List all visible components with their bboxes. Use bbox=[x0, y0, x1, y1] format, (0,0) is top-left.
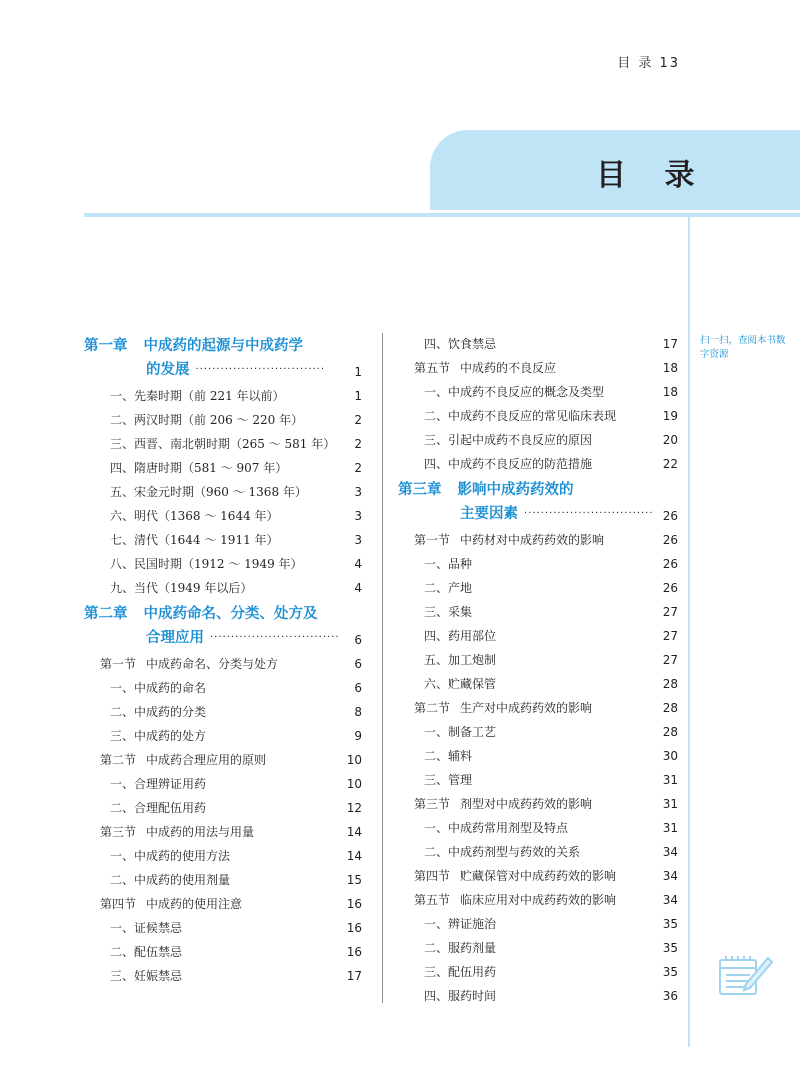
toc-item[interactable] bbox=[398, 816, 678, 840]
toc-item[interactable] bbox=[84, 916, 362, 940]
page-number: 10 bbox=[346, 753, 362, 767]
item-title: 一、先秦时期（前 221 年以前） bbox=[110, 389, 285, 403]
toc-item[interactable] bbox=[398, 452, 678, 476]
page-number: 34 bbox=[662, 845, 678, 859]
item-title: 二、合理配伍用药 bbox=[110, 801, 207, 815]
notebook-pencil-icon bbox=[716, 950, 774, 998]
page-number: 19 bbox=[662, 409, 678, 423]
page-number: 31 bbox=[662, 797, 678, 811]
toc-item[interactable] bbox=[84, 772, 362, 796]
page-number: 31 bbox=[662, 773, 678, 787]
page-number: 2 bbox=[354, 437, 362, 451]
section-number: 第一节 bbox=[100, 657, 137, 671]
page-number: 3 bbox=[354, 533, 362, 547]
toc-item[interactable] bbox=[398, 984, 678, 1008]
toc-item[interactable] bbox=[84, 868, 362, 892]
page-number: 18 bbox=[662, 385, 678, 399]
page-number: 28 bbox=[662, 701, 678, 715]
page-number: 18 bbox=[662, 361, 678, 375]
toc-item[interactable] bbox=[84, 480, 362, 504]
section-title bbox=[414, 528, 604, 552]
toc-item[interactable] bbox=[84, 456, 362, 480]
page-number: 10 bbox=[346, 777, 362, 791]
toc-item[interactable] bbox=[398, 624, 678, 648]
toc-item[interactable] bbox=[398, 576, 678, 600]
item-title: 六、明代（1368 ～ 1644 年） bbox=[110, 509, 279, 523]
page-number: 26 bbox=[662, 533, 678, 547]
item-title: 二、辅料 bbox=[424, 749, 473, 763]
page-number: 15 bbox=[346, 873, 362, 887]
item-title: 三、管理 bbox=[424, 773, 473, 787]
page-number: 16 bbox=[346, 921, 362, 935]
chapter-number: 第一章 bbox=[84, 338, 128, 354]
page-number: 27 bbox=[662, 653, 678, 667]
toc-section[interactable] bbox=[398, 356, 678, 380]
toc-section[interactable] bbox=[398, 528, 678, 552]
toc-item[interactable] bbox=[398, 600, 678, 624]
toc-section[interactable] bbox=[84, 748, 362, 772]
item-title: 四、饮食禁忌 bbox=[424, 337, 497, 351]
item-title: 四、中成药不良反应的防范措施 bbox=[424, 457, 593, 471]
page-number: 14 bbox=[346, 849, 362, 863]
page-number: 34 bbox=[662, 869, 678, 883]
section-title bbox=[100, 652, 278, 676]
item-title: 二、中成药剂型与药效的关系 bbox=[424, 845, 581, 859]
page-number: 26 bbox=[662, 557, 678, 571]
section-title-text: 中成药的使用注意 bbox=[146, 897, 243, 911]
item-title: 一、辨证施治 bbox=[424, 917, 497, 931]
toc-item[interactable] bbox=[398, 672, 678, 696]
page-number: 14 bbox=[346, 825, 362, 839]
page-number: 35 bbox=[662, 917, 678, 931]
leader-dots: ······························· bbox=[524, 508, 654, 519]
chapter-title-line1 bbox=[398, 478, 574, 502]
toc-item[interactable] bbox=[84, 384, 362, 408]
page-number: 17 bbox=[346, 969, 362, 983]
section-number: 第二节 bbox=[414, 701, 451, 715]
toc-item[interactable] bbox=[398, 380, 678, 404]
page-number: 12 bbox=[346, 801, 362, 815]
page-title: 目 录 bbox=[596, 158, 709, 193]
item-title: 四、服药时间 bbox=[424, 989, 497, 1003]
toc-item[interactable] bbox=[398, 744, 678, 768]
item-title: 八、民国时期（1912 ～ 1949 年） bbox=[110, 557, 303, 571]
section-number: 第四节 bbox=[100, 897, 137, 911]
chapter-title-line1 bbox=[84, 602, 318, 626]
toc-item[interactable] bbox=[84, 432, 362, 456]
toc-item[interactable] bbox=[84, 796, 362, 820]
toc-item[interactable] bbox=[398, 936, 678, 960]
toc-item[interactable] bbox=[398, 768, 678, 792]
section-title bbox=[100, 892, 242, 916]
toc-item[interactable] bbox=[398, 428, 678, 452]
item-title: 七、清代（1644 ～ 1911 年） bbox=[110, 533, 279, 547]
section-title bbox=[414, 356, 556, 380]
toc-section[interactable] bbox=[398, 696, 678, 720]
toc-item[interactable] bbox=[84, 844, 362, 868]
page-number: 6 bbox=[354, 657, 362, 671]
section-number: 第三节 bbox=[100, 825, 137, 839]
toc-item[interactable] bbox=[398, 552, 678, 576]
toc-item[interactable] bbox=[398, 912, 678, 936]
section-title-text: 中成药命名、分类与处方 bbox=[146, 657, 279, 671]
item-title: 一、中成药的命名 bbox=[110, 681, 207, 695]
page-number: 6 bbox=[354, 681, 362, 695]
toc-left-column bbox=[84, 332, 362, 988]
leader-dots: ······························· bbox=[195, 364, 326, 375]
item-title: 三、采集 bbox=[424, 605, 473, 619]
item-title: 一、中成药不良反应的概念及类型 bbox=[424, 385, 605, 399]
section-number: 第五节 bbox=[414, 361, 451, 375]
section-title-text: 贮藏保管对中成药药效的影响 bbox=[460, 869, 617, 883]
page-number: 6 bbox=[354, 633, 362, 647]
leader-dots: ······························· bbox=[210, 632, 340, 643]
toc-section[interactable] bbox=[398, 792, 678, 816]
section-title-text: 剂型对中成药药效的影响 bbox=[460, 797, 593, 811]
toc-right-column bbox=[398, 332, 678, 1008]
toc-item[interactable] bbox=[398, 720, 678, 744]
page-number: 8 bbox=[354, 705, 362, 719]
page-number: 34 bbox=[662, 893, 678, 907]
section-number: 第二节 bbox=[100, 753, 137, 767]
item-title: 二、两汉时期（前 206 ～ 220 年） bbox=[110, 413, 304, 427]
page-number: 31 bbox=[662, 821, 678, 835]
section-title bbox=[414, 792, 592, 816]
page-number: 2 bbox=[354, 413, 362, 427]
header-rule bbox=[84, 213, 800, 217]
item-title: 五、加工炮制 bbox=[424, 653, 497, 667]
page-number: 36 bbox=[662, 989, 678, 1003]
page-number: 1 bbox=[354, 389, 362, 403]
qr-side-note[interactable]: 扫一扫，查阅本书数字资源 bbox=[700, 335, 786, 360]
page-number: 22 bbox=[662, 457, 678, 471]
toc-item[interactable] bbox=[84, 576, 362, 600]
chapter-title-line2 bbox=[146, 358, 325, 382]
page-number: 27 bbox=[662, 605, 678, 619]
chapter-number: 第三章 bbox=[398, 482, 442, 498]
section-title bbox=[414, 888, 616, 912]
item-title: 三、配伍用药 bbox=[424, 965, 497, 979]
chapter-title-line2 bbox=[460, 502, 654, 526]
item-title: 三、西晋、南北朝时期（265 ～ 581 年） bbox=[110, 437, 336, 451]
page-number: 1 bbox=[354, 365, 362, 379]
page-number: 28 bbox=[662, 677, 678, 691]
item-title: 一、合理辨证用药 bbox=[110, 777, 207, 791]
toc-item[interactable] bbox=[84, 504, 362, 528]
section-number: 第四节 bbox=[414, 869, 451, 883]
page-number: 9 bbox=[354, 729, 362, 743]
item-title: 二、服药剂量 bbox=[424, 941, 497, 955]
toc-item[interactable] bbox=[84, 724, 362, 748]
chapter-title-text: 影响中成药药效的 bbox=[457, 482, 574, 498]
section-title bbox=[100, 820, 254, 844]
page-number: 20 bbox=[662, 433, 678, 447]
item-title: 一、中成药的使用方法 bbox=[110, 849, 231, 863]
item-title: 六、贮藏保管 bbox=[424, 677, 497, 691]
item-title: 一、中成药常用剂型及特点 bbox=[424, 821, 569, 835]
chapter-title-text: 中成药的起源与中成药学 bbox=[143, 338, 303, 354]
toc-section[interactable] bbox=[84, 820, 362, 844]
page-number: 35 bbox=[662, 965, 678, 979]
column-divider bbox=[382, 333, 383, 1003]
page-number: 26 bbox=[662, 581, 678, 595]
item-title: 二、中成药不良反应的常见临床表现 bbox=[424, 409, 617, 423]
toc-chapter[interactable] bbox=[84, 332, 362, 384]
section-title-text: 中药材对中成药药效的影响 bbox=[460, 533, 605, 547]
page-number: 27 bbox=[662, 629, 678, 643]
page-number: 4 bbox=[354, 581, 362, 595]
page-number: 16 bbox=[346, 897, 362, 911]
section-title-text: 中成药合理应用的原则 bbox=[146, 753, 267, 767]
item-title: 三、引起中成药不良反应的原因 bbox=[424, 433, 593, 447]
section-title bbox=[414, 696, 592, 720]
toc-section[interactable] bbox=[398, 888, 678, 912]
page-number: 4 bbox=[354, 557, 362, 571]
item-title: 九、当代（1949 年以后） bbox=[110, 581, 253, 595]
toc-section[interactable] bbox=[84, 892, 362, 916]
chapter-title-text: 中成药命名、分类、处方及 bbox=[143, 606, 318, 622]
item-title: 二、中成药的使用剂量 bbox=[110, 873, 231, 887]
margin-rule bbox=[688, 217, 690, 1047]
section-title-text: 中成药的不良反应 bbox=[460, 361, 557, 375]
toc-section[interactable] bbox=[84, 652, 362, 676]
section-title-text: 临床应用对中成药药效的影响 bbox=[460, 893, 617, 907]
chapter-title-text: 合理应用 bbox=[146, 630, 204, 646]
toc-section[interactable] bbox=[398, 864, 678, 888]
toc-item[interactable] bbox=[398, 332, 678, 356]
page-number: 3 bbox=[354, 509, 362, 523]
toc-item[interactable] bbox=[84, 676, 362, 700]
page-number: 2 bbox=[354, 461, 362, 475]
page-number: 30 bbox=[662, 749, 678, 763]
item-title: 一、证候禁忌 bbox=[110, 921, 183, 935]
section-number: 第五节 bbox=[414, 893, 451, 907]
item-title: 四、隋唐时期（581 ～ 907 年） bbox=[110, 461, 288, 475]
toc-item[interactable] bbox=[398, 404, 678, 428]
section-title-text: 中成药的用法与用量 bbox=[146, 825, 255, 839]
toc-chapter[interactable] bbox=[398, 476, 678, 528]
page-number: 26 bbox=[662, 509, 678, 523]
item-title: 三、妊娠禁忌 bbox=[110, 969, 183, 983]
page-number: 17 bbox=[662, 337, 678, 351]
toc-item[interactable] bbox=[84, 700, 362, 724]
item-title: 三、中成药的处方 bbox=[110, 729, 207, 743]
item-title: 二、产地 bbox=[424, 581, 473, 595]
item-title: 五、宋金元时期（960 ～ 1368 年） bbox=[110, 485, 307, 499]
chapter-title-line2 bbox=[146, 626, 340, 650]
item-title: 一、制备工艺 bbox=[424, 725, 497, 739]
toc-item[interactable] bbox=[398, 648, 678, 672]
chapter-title-line1 bbox=[84, 334, 303, 358]
item-title: 四、药用部位 bbox=[424, 629, 497, 643]
section-title bbox=[414, 864, 616, 888]
toc-item[interactable] bbox=[84, 408, 362, 432]
toc-item[interactable] bbox=[84, 964, 362, 988]
running-header: 目 录 13 bbox=[617, 56, 680, 71]
page-number: 35 bbox=[662, 941, 678, 955]
toc-item[interactable] bbox=[84, 940, 362, 964]
section-number: 第一节 bbox=[414, 533, 451, 547]
section-number: 第三节 bbox=[414, 797, 451, 811]
page-number: 3 bbox=[354, 485, 362, 499]
section-title-text: 生产对中成药药效的影响 bbox=[460, 701, 593, 715]
toc-chapter[interactable] bbox=[84, 600, 362, 652]
toc-item[interactable] bbox=[398, 840, 678, 864]
page-number: 16 bbox=[346, 945, 362, 959]
item-title: 二、配伍禁忌 bbox=[110, 945, 183, 959]
item-title: 二、中成药的分类 bbox=[110, 705, 207, 719]
toc-item[interactable] bbox=[84, 528, 362, 552]
chapter-title-text: 主要因素 bbox=[460, 506, 518, 522]
section-title bbox=[100, 748, 266, 772]
chapter-number: 第二章 bbox=[84, 606, 128, 622]
chapter-title-text: 的发展 bbox=[146, 362, 190, 378]
item-title: 一、品种 bbox=[424, 557, 473, 571]
page-number: 28 bbox=[662, 725, 678, 739]
toc-item[interactable] bbox=[398, 960, 678, 984]
toc-item[interactable] bbox=[84, 552, 362, 576]
